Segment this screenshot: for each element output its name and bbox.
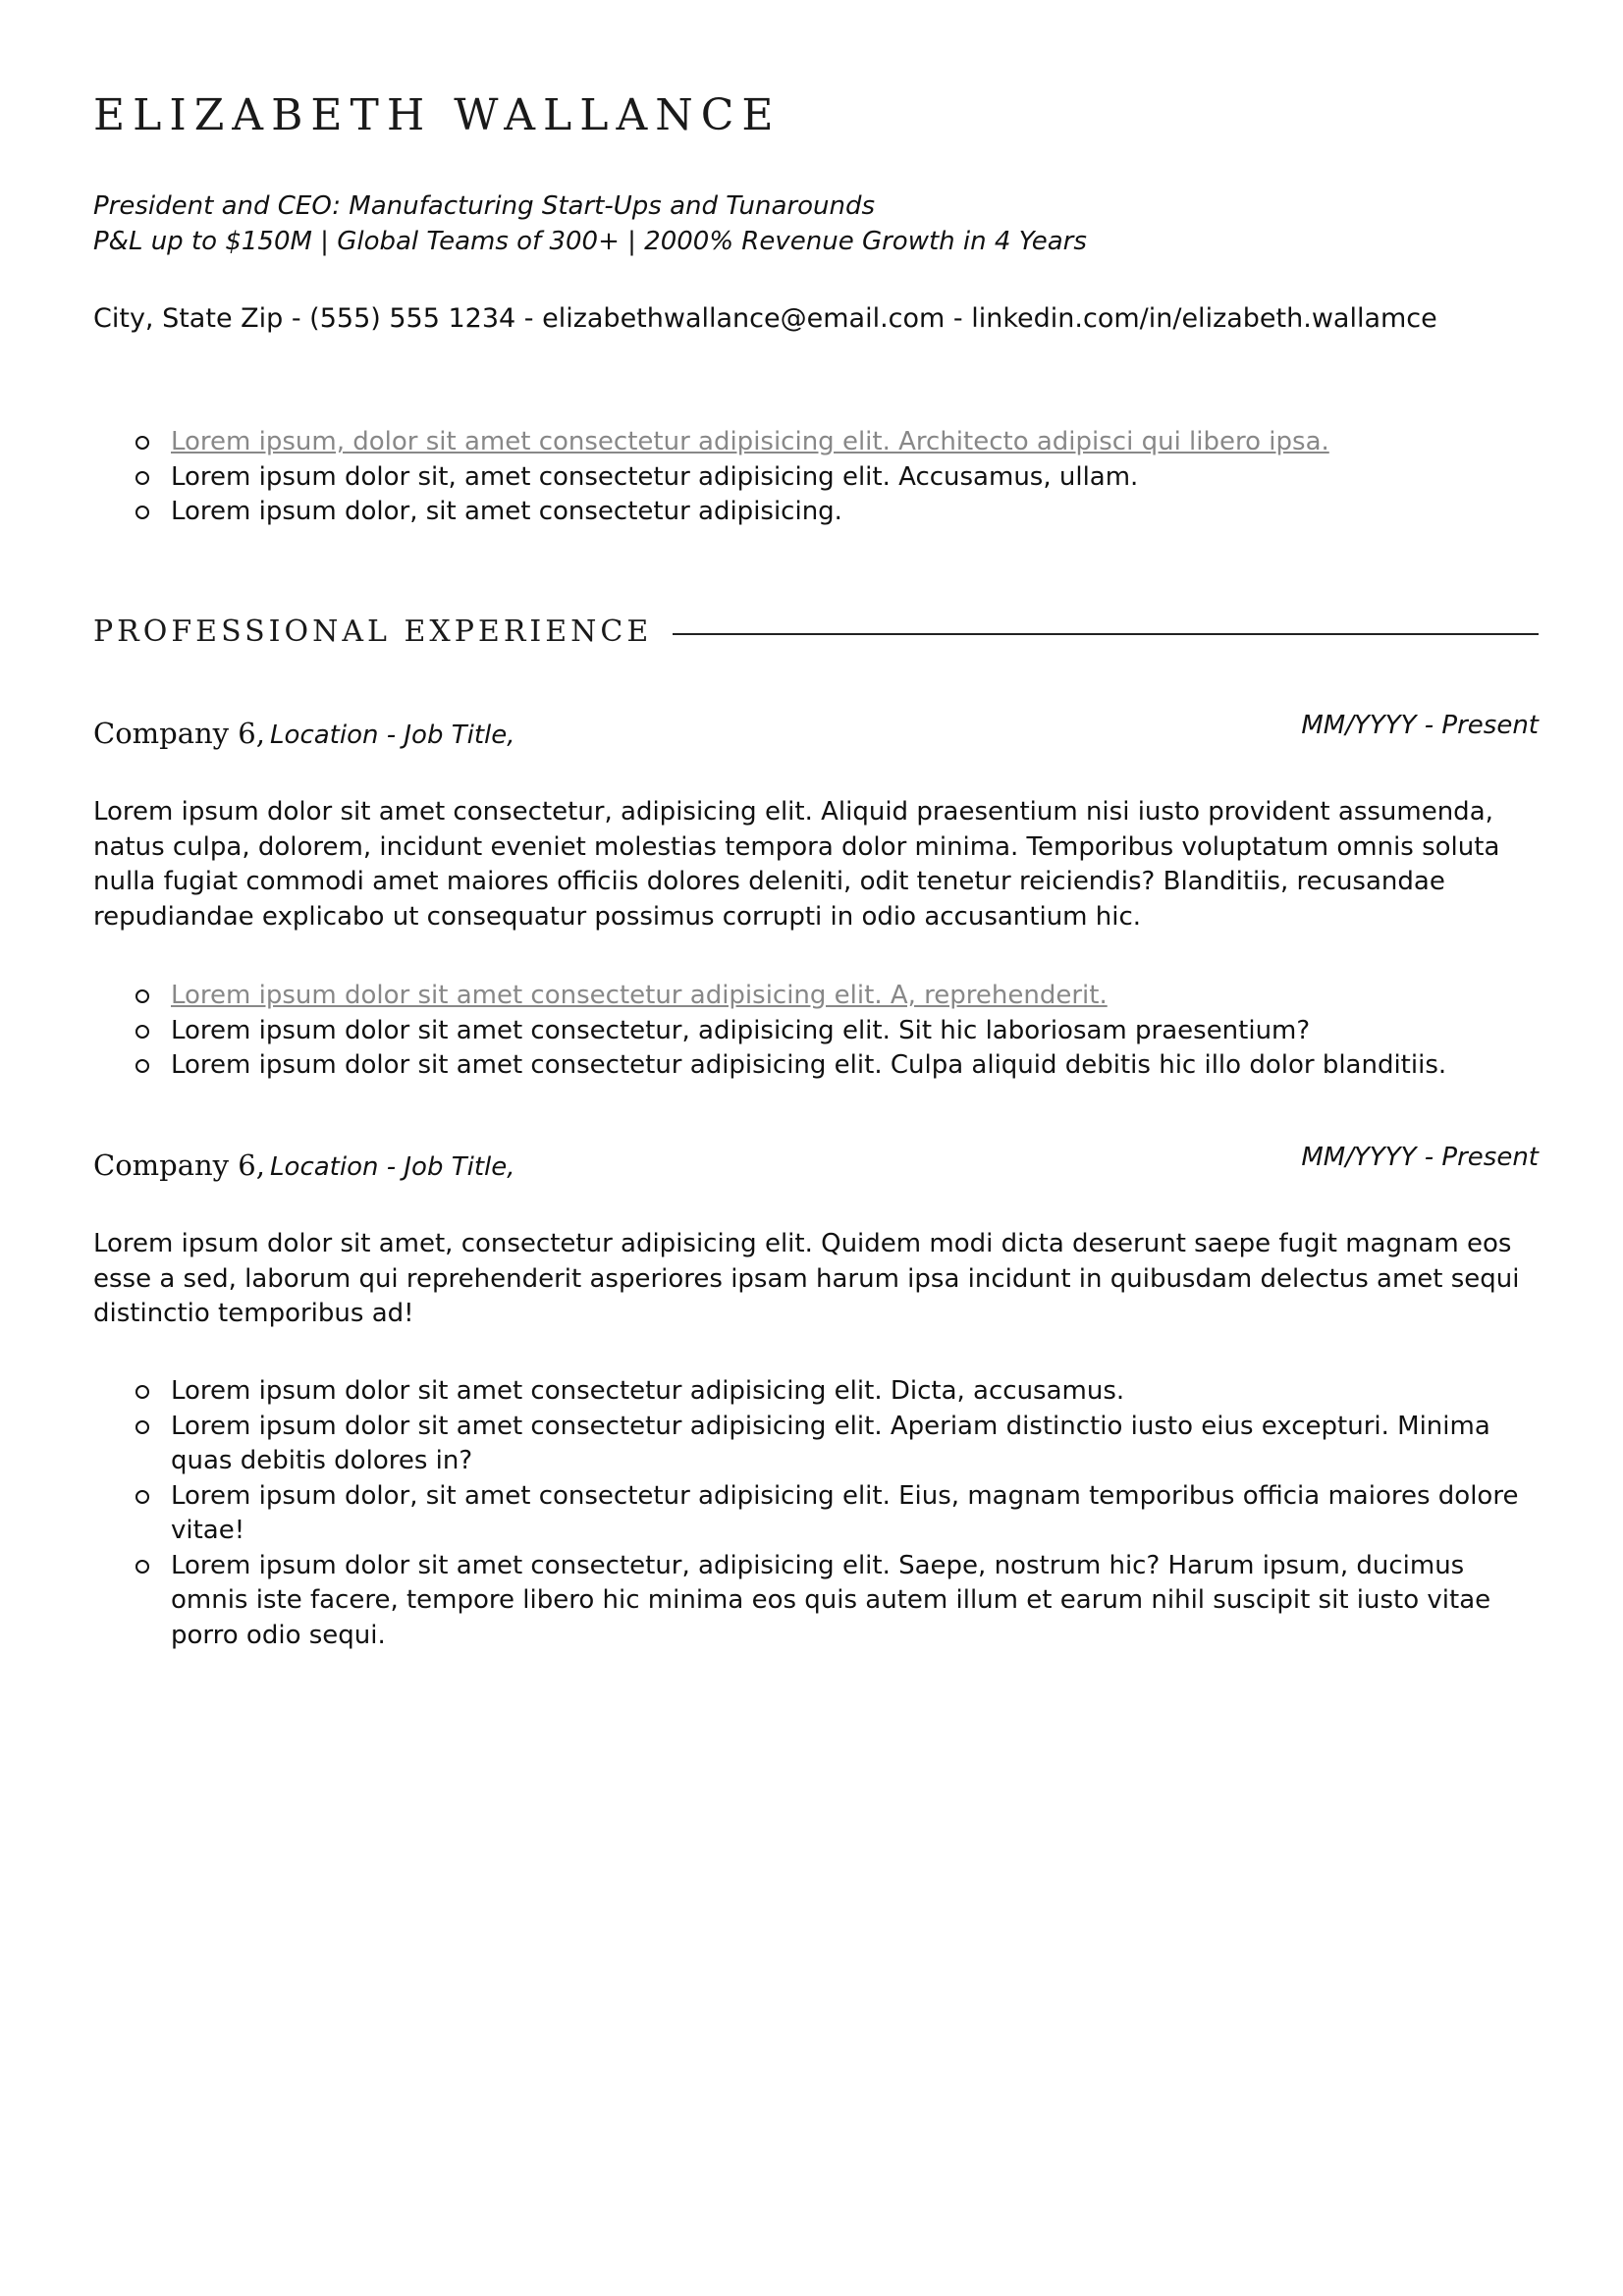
company-name: Company 6,: [93, 1148, 265, 1182]
bullet-circle-icon: [135, 436, 149, 450]
job-company-line: [93, 717, 515, 750]
job-bullet-item: [93, 1410, 1539, 1479]
bullet-text: Lorem ipsum dolor sit amet consectetur, adipisicing elit. Saepe, nostrum hic? Harum ipsum, ducimus omnis iste facere, tempore libero hic minima eos quis autem illum et earum nihil suscipit sit iusto vitae porro odio sequi.: [171, 1550, 1491, 1650]
bullet-circle-icon: [135, 1560, 149, 1574]
highlight-text: Lorem ipsum dolor, sit amet consectetur adipisicing.: [171, 497, 842, 526]
headline-metrics: P&L up to $150M | Global Teams of 300+ | 2000% Revenue Growth in 4 Years: [93, 227, 1087, 256]
job-bullets: [93, 1374, 1539, 1653]
job-bullets: [93, 979, 1539, 1084]
bullet-text: Lorem ipsum dolor sit amet consectetur adipisicing elit. Culpa aliquid debitis hic illo dolor blanditiis.: [171, 1050, 1447, 1080]
headline: [93, 188, 1087, 259]
bullet-circle-icon: [135, 1025, 149, 1039]
bullet-circle-icon: [135, 1420, 149, 1434]
bullet-circle-icon: [135, 1385, 149, 1399]
highlight-item: [93, 460, 1539, 496]
highlight-item: [93, 495, 1539, 530]
job-bullet-item: [93, 1048, 1539, 1084]
job-dates: MM/YYYY - Present: [1301, 711, 1539, 740]
job-bullet-link-item[interactable]: [93, 979, 1539, 1014]
section-title: PROFESSIONAL EXPERIENCE: [93, 614, 653, 649]
experience-section-header: [93, 614, 1539, 654]
highlight-text[interactable]: Lorem ipsum, dolor sit amet consectetur adipisicing elit. Architecto adipisci qui libero ipsa.: [171, 427, 1329, 456]
bullet-text: Lorem ipsum dolor sit amet consectetur adipisicing elit. Aperiam distinctio iusto eius excepturi. Minima quas debitis dolores in?: [171, 1411, 1490, 1475]
job-bullet-item: [93, 1549, 1539, 1654]
job-header: [93, 711, 1539, 750]
bullet-circle-icon: [135, 471, 149, 485]
bullet-circle-icon: [135, 1490, 149, 1504]
job-summary: Lorem ipsum dolor sit amet consectetur, adipisicing elit. Aliquid praesentium nisi iusto provident assumenda, natus culpa, dolorem, incidunt eveniet molestias tempora dolor minima. Temporibus voluptatum omnis soluta nulla fugiat commodi amet maiores officiis dolores deleniti, odit tenetur reiciendis? Blanditiis, recusandae repudiandae explicabo ut consequatur possimus corrupti in odio accusantium hic.: [93, 797, 1500, 932]
bullet-circle-icon: [135, 506, 149, 519]
bullet-circle-icon: [135, 989, 149, 1003]
job-location-title: Location - Job Title,: [270, 721, 515, 750]
bullet-text: Lorem ipsum dolor sit amet consectetur, adipisicing elit. Sit hic laboriosam praesentium?: [171, 1015, 1311, 1045]
job-location-title: Location - Job Title,: [270, 1152, 515, 1182]
job-bullet-item: [93, 1374, 1539, 1410]
highlight-link-item[interactable]: [93, 425, 1539, 460]
headline-role: President and CEO: Manufacturing Start-Ups and Tunarounds: [93, 191, 876, 221]
bullet-text: Lorem ipsum dolor sit amet consectetur adipisicing elit. Dicta, accusamus.: [171, 1376, 1125, 1406]
job-company-line: [93, 1148, 515, 1182]
company-name: Company 6,: [93, 717, 265, 750]
job-bullet-item: [93, 1479, 1539, 1549]
bullet-text[interactable]: Lorem ipsum dolor sit amet consectetur adipisicing elit. A, reprehenderit.: [171, 981, 1108, 1010]
job-dates: MM/YYYY - Present: [1301, 1143, 1539, 1172]
contact-line: City, State Zip - (555) 555 1234 - elizabethwallance@email.com - linkedin.com/in/elizabeth.wallamce: [93, 303, 1437, 334]
bullet-circle-icon: [135, 1059, 149, 1073]
section-divider: [673, 633, 1539, 635]
candidate-name: ELIZABETH WALLANCE: [93, 90, 782, 140]
job-header: [93, 1143, 1539, 1182]
bullet-text: Lorem ipsum dolor, sit amet consectetur adipisicing elit. Eius, magnam temporibus officia maiores dolore vitae!: [171, 1480, 1519, 1545]
job-summary: Lorem ipsum dolor sit amet, consectetur adipisicing elit. Quidem modi dicta deserunt saepe fugit magnam eos esse a sed, laborum qui reprehenderit asperiores ipsam harum ipsa incidunt in quibusdam delectus amet sequi distinctio temporibus ad!: [93, 1229, 1520, 1328]
highlight-text: Lorem ipsum dolor sit, amet consectetur adipisicing elit. Accusamus, ullam.: [171, 461, 1139, 492]
highlights-list: [93, 425, 1539, 530]
job-bullet-item: [93, 1014, 1539, 1049]
